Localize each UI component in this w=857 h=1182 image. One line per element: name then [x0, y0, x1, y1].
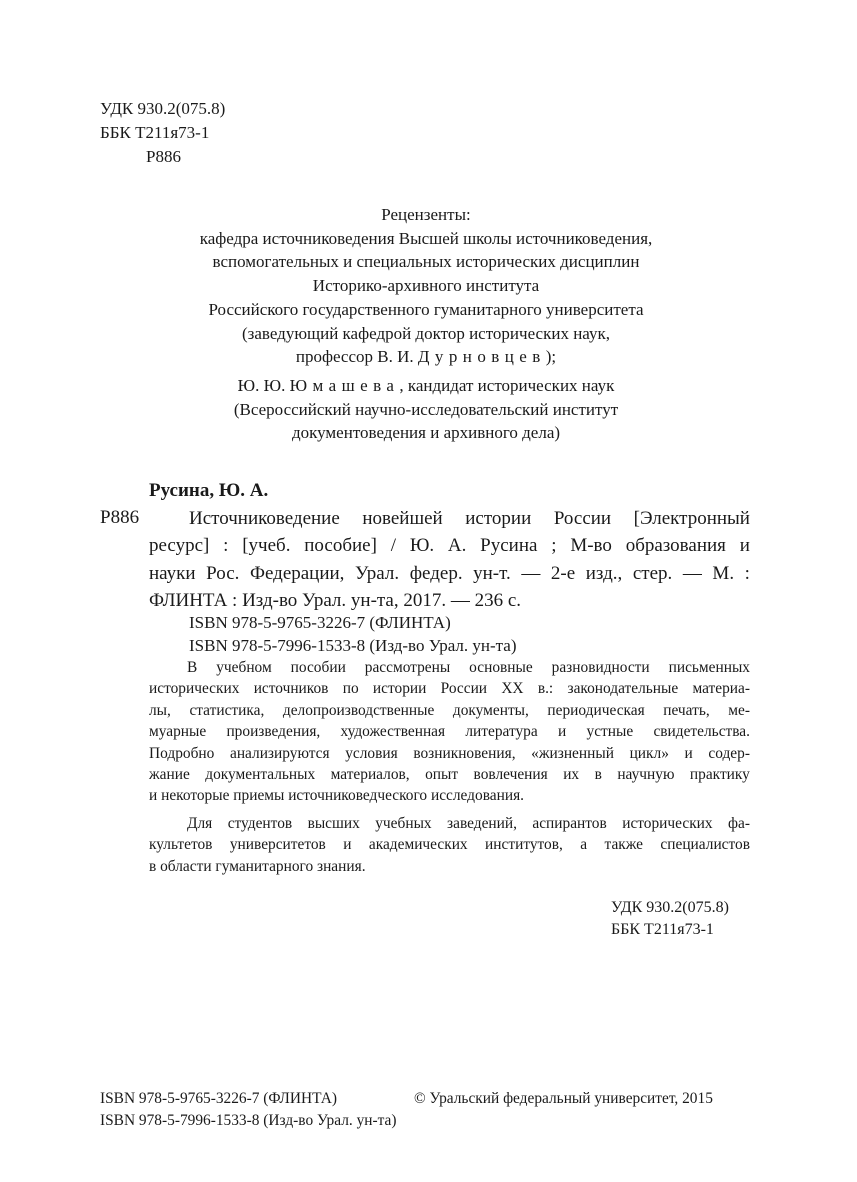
- word: изд.,: [585, 562, 623, 584]
- word: их: [563, 766, 580, 784]
- word: материа-: [692, 680, 750, 698]
- entry-line: [149, 560, 750, 587]
- word: Источниковедение: [189, 508, 340, 529]
- word: документальных: [205, 766, 316, 784]
- word: законодательные: [567, 680, 679, 698]
- bbk-bottom: ББК Т211я73-1: [611, 921, 714, 938]
- entry-description: [149, 505, 750, 614]
- annotation-line: [149, 813, 750, 834]
- entry-line-text: [149, 532, 750, 559]
- reviewer-org-line: Российского государственного гуманитарного университета: [208, 299, 644, 319]
- word: статистика,: [189, 701, 265, 719]
- word: академических: [368, 836, 468, 854]
- word: Русина: [480, 535, 538, 557]
- word: научную: [617, 766, 675, 784]
- annotation-line-text: [187, 657, 750, 678]
- annotation-line: [149, 678, 750, 699]
- annotation-line-text: в области гуманитарного знания.: [149, 857, 366, 875]
- word: 2-е: [550, 562, 576, 584]
- word: М-во: [570, 535, 612, 557]
- word: печать,: [663, 701, 710, 719]
- word: устные: [586, 723, 634, 741]
- word: ресурс]: [149, 535, 210, 557]
- annotation-line: [149, 856, 750, 877]
- entry-isbn-2: ISBN 978-5-7996-1533-8 (Изд-во Урал. ун-та): [189, 636, 517, 655]
- word: федер.: [409, 562, 463, 584]
- annotation-line-text: [149, 743, 750, 764]
- word: пособии: [290, 659, 346, 676]
- word: свидетельства.: [653, 723, 750, 741]
- word: материалов,: [330, 766, 410, 784]
- word: студентов: [227, 814, 293, 832]
- word: основные: [469, 659, 533, 676]
- annotation-line: [149, 785, 750, 806]
- reviewer-person-prefix: Ю. Ю.: [237, 375, 290, 395]
- reviewer-person-surname: Юмашева: [289, 375, 400, 395]
- word: пособие]: [304, 535, 377, 557]
- word: и: [684, 744, 693, 762]
- bbk-top: ББК Т211я73-1: [100, 123, 210, 142]
- reviewer-head-surname: Дурновцев: [417, 347, 546, 367]
- word: цикл»: [629, 744, 669, 762]
- word: жание: [149, 766, 190, 784]
- word: произведения,: [226, 723, 321, 741]
- word: в.:: [537, 680, 554, 698]
- author-mark-top: Р886: [146, 147, 181, 166]
- reviewer-org-line: Историко-архивного института: [312, 276, 540, 296]
- annotation-line: [149, 721, 750, 742]
- word: делопроизводственные: [282, 701, 435, 719]
- word: высших: [307, 814, 360, 832]
- annotation-line-text: [149, 764, 750, 785]
- annotation-line: [149, 834, 750, 855]
- annotation-line-text: [149, 700, 750, 721]
- word: [учеб.: [242, 535, 291, 557]
- word: институтов,: [485, 836, 563, 854]
- word: и: [739, 535, 750, 557]
- word: исторических: [149, 680, 240, 698]
- word: Урал.: [355, 562, 400, 584]
- annotation-line-text: [149, 721, 750, 742]
- entry-line-text: ФЛИНТА : Изд-во Урал. ун-та, 2017. — 236 с.: [149, 589, 522, 611]
- word: истории: [465, 508, 532, 529]
- word: художественная: [340, 723, 446, 741]
- word: истории: [372, 680, 427, 698]
- word: ме-: [728, 701, 750, 719]
- word: литература: [465, 723, 538, 741]
- word: культетов: [149, 836, 213, 854]
- word: России: [440, 680, 488, 698]
- word: документы,: [452, 701, 529, 719]
- word: Подробно: [149, 744, 215, 762]
- reviewer-org-line: (заведующий кафедрой доктор исторических наук,: [242, 323, 610, 343]
- word: заведений,: [447, 814, 517, 832]
- word: содер-: [708, 744, 750, 762]
- reviewer-person-suffix: , кандидат исторических наук: [399, 375, 615, 395]
- annotation-line: [149, 700, 750, 721]
- word: практику: [689, 766, 750, 784]
- reviewer-head-suffix: );: [545, 347, 557, 367]
- word: —: [682, 562, 702, 584]
- word: университетов: [229, 836, 326, 854]
- word: аспирантов: [532, 814, 607, 832]
- word: Федерации,: [249, 562, 345, 584]
- word: опыт: [425, 766, 459, 784]
- word: рассмотрены: [364, 659, 451, 676]
- word: [Электронный: [633, 508, 750, 529]
- word: России: [553, 508, 612, 529]
- word: в: [594, 766, 602, 784]
- entry-line: [149, 532, 750, 559]
- word: А.: [447, 535, 467, 557]
- reviewer-head-prefix: профессор В. И.: [295, 347, 418, 367]
- word: новейшей: [362, 508, 443, 529]
- word: вовлечения: [473, 766, 548, 784]
- footer-isbn-2: ISBN 978-5-7996-1533-8 (Изд-во Урал. ун-та): [100, 1112, 397, 1129]
- reviewer-org-line: кафедра источниковедения Высшей школы источниковедения,: [199, 228, 653, 248]
- annotation-line: [149, 764, 750, 785]
- annotation-line-text: [149, 678, 750, 699]
- word: Ю.: [409, 535, 435, 557]
- footer-isbn-1: ISBN 978-5-9765-3226-7 (ФЛИНТА): [100, 1090, 337, 1107]
- word: по: [342, 680, 359, 698]
- udk-bottom: УДК 930.2(075.8): [611, 899, 729, 916]
- reviewer-person-org-line: документоведения и архивного дела): [291, 423, 561, 443]
- word: :: [744, 562, 750, 584]
- word: а: [580, 836, 588, 854]
- word: фа-: [728, 814, 750, 832]
- word: периодическая: [547, 701, 645, 719]
- word: науки: [149, 562, 196, 584]
- word: «жизненный: [531, 744, 614, 762]
- reviewer-org-line: вспомогательных и специальных исторических дисциплин: [212, 252, 640, 272]
- footer-copyright: © Уральский федеральный университет, 2015: [414, 1090, 713, 1107]
- word: разновидности: [551, 659, 650, 676]
- word: лы,: [149, 701, 171, 719]
- reviewers-heading: Рецензенты:: [381, 205, 471, 224]
- word: —: [521, 562, 541, 584]
- udk-top: УДК 930.2(075.8): [100, 99, 226, 118]
- word: источников: [253, 680, 329, 698]
- entry-line: [149, 505, 750, 532]
- word: образования: [625, 535, 726, 557]
- annotation-line-text: [187, 813, 750, 834]
- word: муарные: [149, 723, 207, 741]
- word: условия: [345, 744, 398, 762]
- word: исторических: [622, 814, 713, 832]
- word: возникновения,: [413, 744, 516, 762]
- annotation: [149, 657, 750, 877]
- annotation-line-text: [149, 834, 750, 855]
- word: и: [557, 723, 567, 741]
- reviewer-head-line: [100, 345, 752, 369]
- word: также: [604, 836, 644, 854]
- word: XX: [501, 680, 524, 698]
- annotation-line: [149, 657, 750, 678]
- word: и: [343, 836, 352, 854]
- entry-author-mark: Р886: [100, 507, 140, 528]
- word: М.: [712, 562, 735, 584]
- reviewer-person-org-line: (Всероссийский научно-исследовательский институт: [233, 399, 619, 419]
- annotation-line: [149, 743, 750, 764]
- word: стер.: [632, 562, 673, 584]
- word: письменных: [668, 659, 750, 676]
- word: ун-т.: [473, 562, 511, 584]
- word: анализируются: [229, 744, 330, 762]
- word: :: [223, 535, 229, 557]
- reviewers-block: [100, 203, 752, 445]
- entry-author: Русина, Ю. А.: [149, 480, 269, 501]
- word: Рос.: [206, 562, 240, 584]
- word: специалистов: [660, 836, 750, 854]
- reviewer-person-line: [100, 374, 752, 398]
- word: /: [390, 535, 397, 557]
- word: Для: [187, 814, 213, 832]
- word: В: [187, 659, 198, 676]
- entry-isbn-1: ISBN 978-5-9765-3226-7 (ФЛИНТА): [189, 613, 451, 632]
- word: учебном: [216, 659, 272, 676]
- entry-line-text: [149, 560, 750, 587]
- word: ;: [551, 535, 557, 557]
- word: учебных: [375, 814, 432, 832]
- entry-line-text: [189, 505, 750, 532]
- annotation-line-text: и некоторые приемы источниковедческого исследования.: [149, 787, 525, 805]
